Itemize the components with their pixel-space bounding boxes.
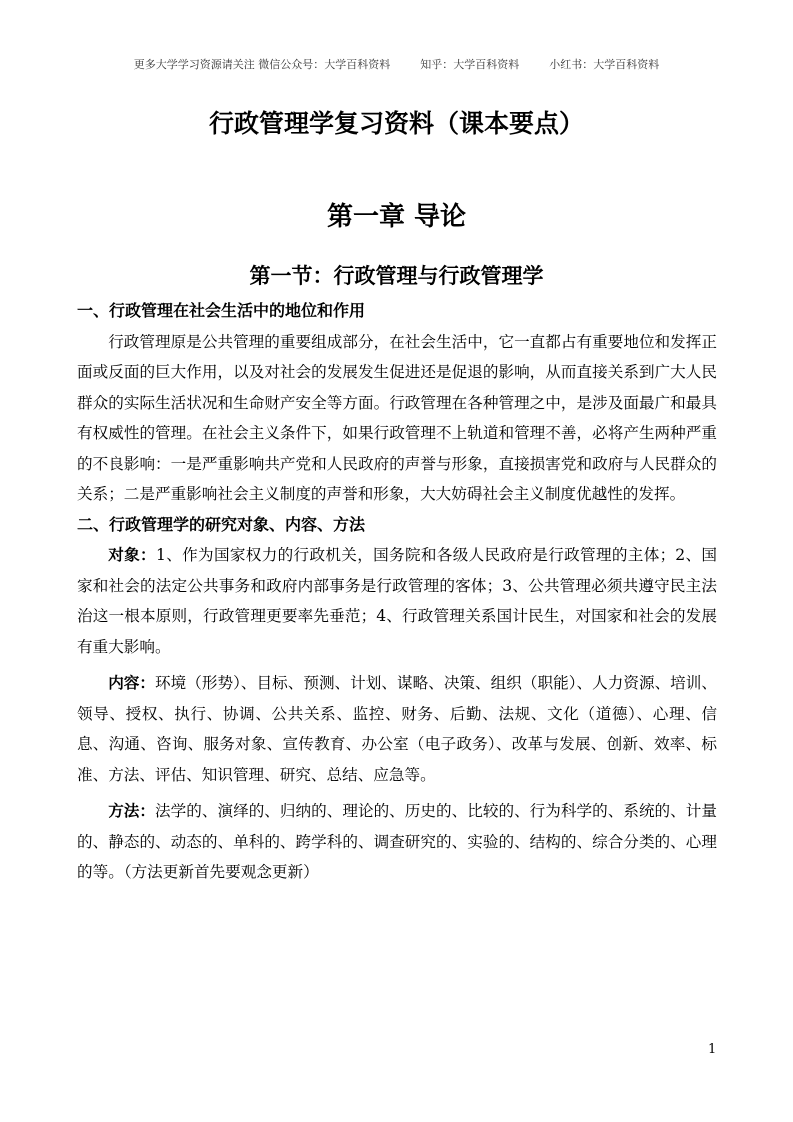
header-wechat-text: 更多大学学习资源请关注 微信公众号：大学百科资料 — [133, 58, 391, 71]
section-title: 第一节：行政管理与行政管理学 — [249, 263, 544, 288]
methods-paragraph — [77, 796, 717, 888]
objects-paragraph — [77, 540, 717, 662]
page-number: 1 — [708, 1042, 717, 1057]
part1-heading: 一、行政管理在社会生活中的地位和作用 — [77, 301, 366, 320]
objects-text: 1、作为国家权力的行政机关，国务院和各级人民政府是行政管理的主体；2、国家和社会的法定公共事务和政府内部事务是行政管理的客体；3、公共管理必须共遵守民主法治这一根本原则，行政管理更要率先垂范；4、行政管理关系国计民生，对国家和社会的发展有重大影响。 — [77, 546, 717, 656]
methods-label: 方法： — [108, 801, 156, 820]
objects-label: 对象： — [108, 545, 156, 564]
header-zhihu-text: 知乎：大学百科资料 — [420, 58, 520, 71]
chapter-title: 第一章 导论 — [326, 202, 467, 232]
content-text: 环境（形势）、目标、预测、计划、谋略、决策、组织（职能）、人力资源、培训、领导、授权、执行、协调、公共关系、监控、财务、后勤、法规、文化（道德）、心理、信息、沟通、咨询、服务对象、宣传教育、办公室（电子政务）、改革与发展、创新、效率、标准、方法、评估、知识管理、研究、总结、应急等。 — [77, 674, 717, 784]
content-paragraph — [77, 668, 717, 790]
page-header — [0, 56, 793, 72]
header-xiaohongshu-text: 小红书：大学百科资料 — [549, 58, 660, 71]
content-label: 内容： — [108, 673, 156, 692]
document-body — [77, 296, 717, 888]
part2-heading: 二、行政管理学的研究对象、内容、方法 — [77, 514, 366, 534]
methods-text: 法学的、演绎的、归纳的、理论的、历史的、比较的、行为科学的、系统的、计量的、静态的、动态的、单科的、跨学科的、调查研究的、实验的、结构的、综合分类的、心理的等。（方法更新首先要观念更新） — [77, 802, 717, 881]
part1-paragraph: 行政管理原是公共管理的重要组成部分，在社会生活中，它一直都占有重要地位和发挥正面或反面的巨大作用，以及对社会的发展发生促进还是促退的影响，从而直接关系到广大人民群众的实际生活状况和生命财产安全等方面。行政管理在各种管理之中，是涉及面最广和最具有权威性的管理。在社会主义条件下，如果行政管理不上轨道和管理不善，必将产生两种严重的不良影响：一是严重影响共产党和人民政府的声誉与形象，直接损害党和政府与人民群众的关系；二是严重影响社会主义制度的声誉和形象，大大妨碍社会主义制度优越性的发挥。 — [77, 332, 717, 503]
document-title: 行政管理学复习资料（课本要点） — [208, 109, 584, 138]
